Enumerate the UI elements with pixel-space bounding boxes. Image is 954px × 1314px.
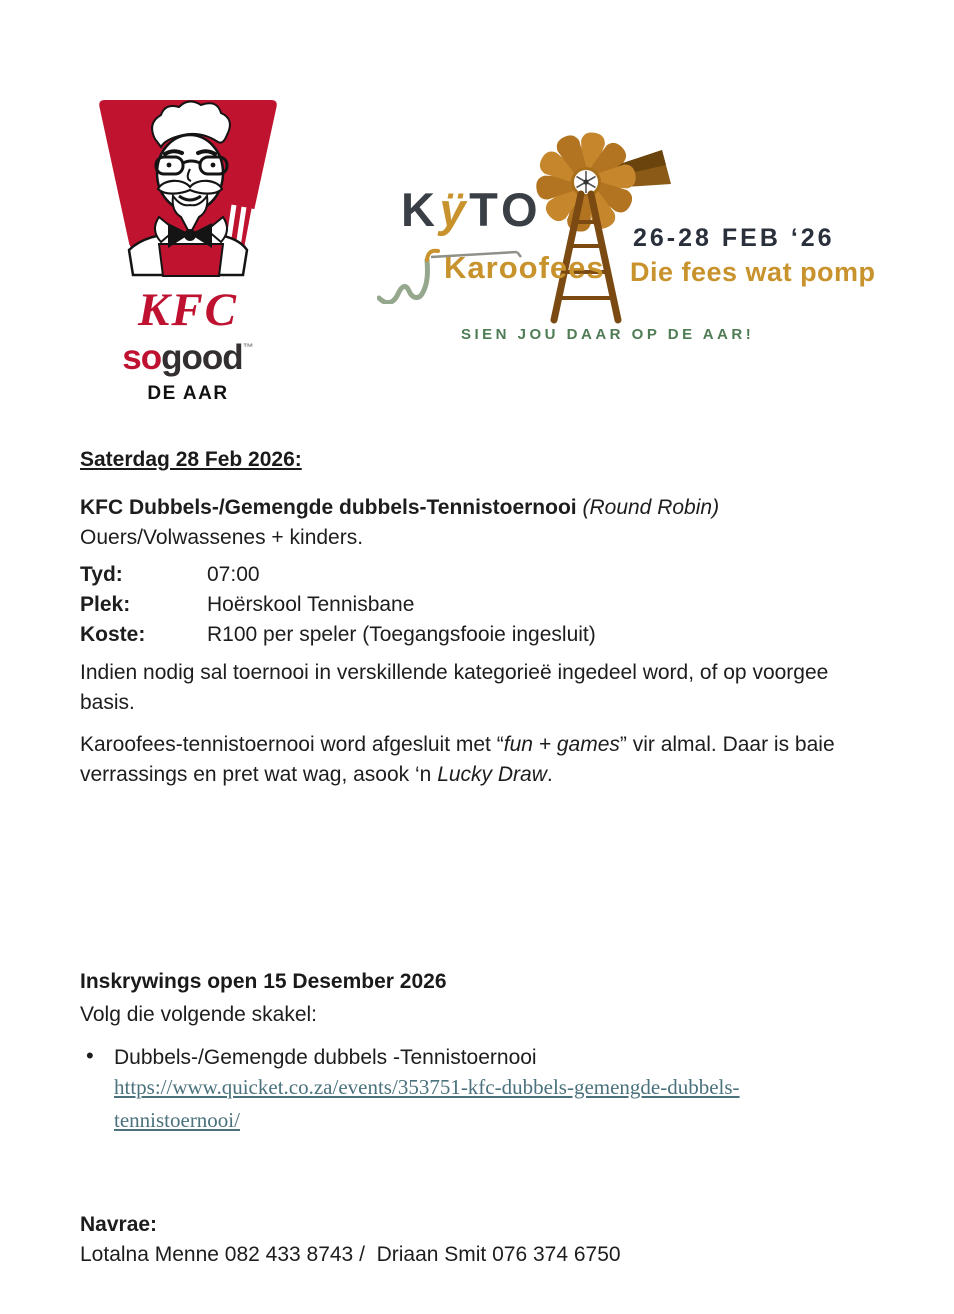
- place-value: Hoërskool Tennisbane: [207, 593, 415, 616]
- time-value: 07:00: [207, 563, 260, 586]
- detail-row-cost: [80, 620, 596, 650]
- quicket-registration-link[interactable]: https://www.quicket.co.za/events/353751-kfc-dubbels-gemengde-dubbels-tennistoernooi/: [114, 1075, 740, 1132]
- bullet-item-label: Dubbels-/Gemengde dubbels -Tennistoernooi: [114, 1046, 537, 1069]
- colonel-sanders-icon: [95, 97, 281, 287]
- contact-heading: Navrae:: [80, 1213, 158, 1236]
- kfc-logo: [95, 97, 281, 405]
- place-label: Plek:: [80, 593, 131, 616]
- event-date-heading: Saterdag 28 Feb 2026:: [80, 448, 302, 471]
- bullet-marker: •: [86, 1043, 94, 1068]
- festival-tagline-text: SIEN JOU DAAR OP DE AAR!: [461, 326, 755, 343]
- contact-details: Lotalna Menne 082 433 8743 / Driaan Smit 076 374 6750: [80, 1243, 621, 1266]
- festival-slogan-text: Die fees wat pomp: [630, 257, 876, 287]
- event-details-list: [80, 560, 596, 650]
- time-label: Tyd:: [80, 563, 123, 586]
- categories-paragraph: Indien nodig sal toernooi in verskillende kategorieë ingedeel word, of op voorgee basis.: [80, 661, 829, 714]
- trademark-symbol: ™: [242, 342, 254, 354]
- cost-value: R100 per speler (Toegangsfooie ingesluit): [207, 623, 596, 646]
- registration-subheading: Volg die volgende skakel:: [80, 1003, 317, 1026]
- detail-row-time: [80, 560, 596, 590]
- event-subtitle: Ouers/Volwassenes + kinders.: [80, 526, 364, 549]
- festival-dates-text: 26-28 FEB ‘26: [633, 224, 835, 252]
- kyto-brand-text: KÿTO: [401, 183, 542, 236]
- kfc-brand-text: KFC: [137, 284, 239, 336]
- festival-name-text: Karoofees: [444, 250, 605, 285]
- kfc-location-text: DE AAR: [147, 383, 229, 404]
- event-title: KFC Dubbels-/Gemengde dubbels-Tennistoernooi (Round Robin): [80, 496, 720, 519]
- kfc-sogood-text: sogood™: [122, 338, 254, 377]
- registration-heading: Inskrywings open 15 Desember 2026: [80, 970, 447, 993]
- cost-label: Koste:: [80, 623, 146, 646]
- detail-row-place: [80, 590, 596, 620]
- fun-games-paragraph: Karoofees-tennistoernooi word afgesluit met “fun + games” vir almal. Daar is baie verrassings en pret wat wag, asook ‘n Lucky Draw.: [80, 733, 835, 786]
